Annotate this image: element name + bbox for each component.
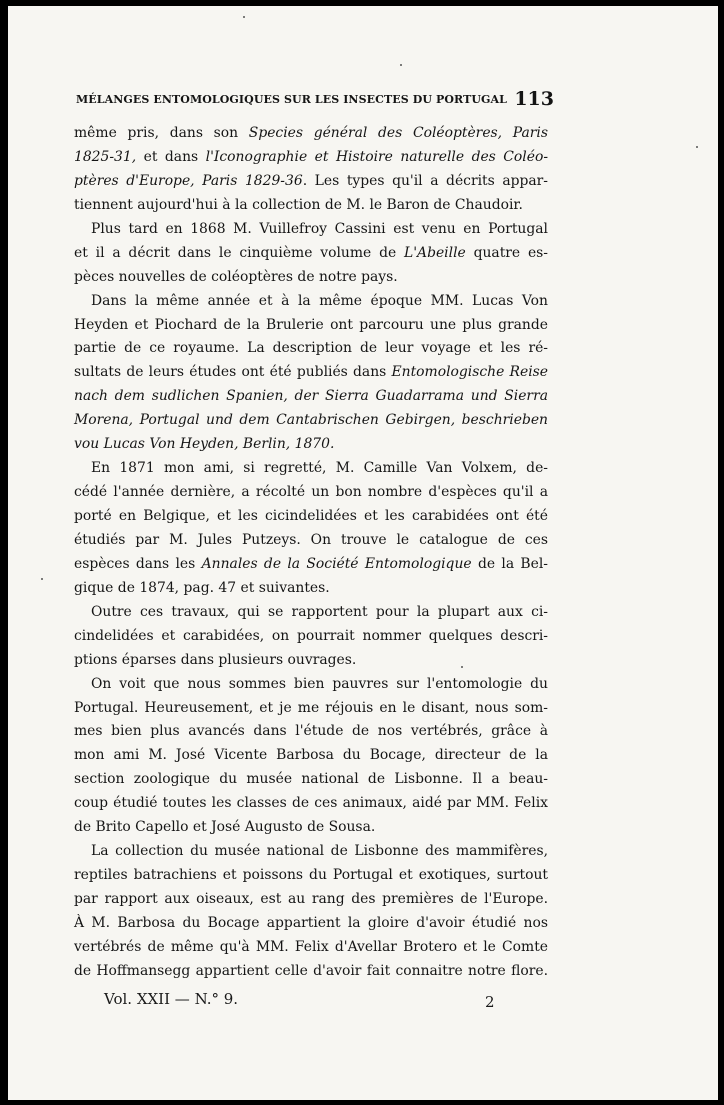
- text-line: de Hoffmansegg appartient celle d'avoir fait connaitre notre flore.: [74, 962, 548, 979]
- paper-speck: [400, 64, 402, 66]
- text-line: Outre ces travaux, qui se rapportent pour la plupart aux ci-: [91, 603, 548, 620]
- text-line: Morena, Portugal und dem Cantabrischen Gebirgen, beschrieben: [74, 412, 548, 429]
- text-line: étudiés par M. Jules Putzeys. On trouve le catalogue de ces: [74, 531, 548, 548]
- text-line: section zoologique du musée national de Lisbonne. Il a beau-: [74, 771, 548, 788]
- text-line: On voit que nous sommes bien pauvres sur l'entomologie du: [91, 675, 548, 692]
- text-line: Heyden et Piochard de la Brulerie ont parcouru une plus grande: [74, 316, 548, 333]
- text-line: mon ami M. José Vicente Barbosa du Bocage, directeur de la: [74, 747, 548, 764]
- text-line: vertébrés de même qu'à MM. Felix d'Avellar Brotero et le Comte: [74, 938, 548, 955]
- text-line: À M. Barbosa du Bocage appartient la gloire d'avoir étudié nos: [74, 914, 548, 931]
- text-line: même pris, dans son Species général des Coléoptères, Paris: [74, 125, 549, 141]
- text-line: gique de 1874, pag. 47 et suivantes.: [74, 579, 330, 596]
- text-line: cédé l'année dernière, a récolté un bon nombre d'espèces qu'il a: [74, 484, 548, 501]
- text-line: mes bien plus avancés dans l'étude de nos vertébrés, grâce à: [74, 723, 548, 740]
- signature-mark: 2: [485, 993, 495, 1011]
- text-line: et il a décrit dans le cinquième volume de L'Abeille quatre es-: [74, 244, 548, 261]
- text-line: nach dem sudlichen Spanien, der Sierra Guadarrama und Sierra: [74, 388, 548, 405]
- text-line: cindelidées et carabidées, on pourrait nommer quelques descri-: [74, 627, 548, 644]
- running-header: [76, 88, 554, 112]
- text-line: par rapport aux oiseaux, est au rang des premières de l'Europe.: [74, 891, 548, 907]
- text-line: ptions éparses dans plusieurs ouvrages.: [74, 651, 357, 668]
- body-text: [74, 122, 548, 984]
- text-line: 1825-31, et dans l'Iconographie et Histoire naturelle des Coléo-: [74, 148, 549, 165]
- text-line: vou Lucas Von Heyden, Berlin, 1870.: [74, 436, 335, 453]
- text-line: Plus tard en 1868 M. Vuillefroy Cassini est venu en Portugal: [91, 220, 548, 237]
- running-title: MÉLANGES ENTOMOLOGIQUES SUR LES INSECTES DU PORTUGAL: [76, 93, 508, 106]
- page-footer: [104, 990, 504, 1016]
- text-line: porté en Belgique, et les cicindelidées et les carabidées ont été: [74, 508, 548, 524]
- text-line: partie de ce royaume. La description de leur voyage et les ré-: [74, 340, 548, 357]
- paper-speck: [41, 578, 43, 580]
- text-line: coup étudié toutes les classes de ces animaux, aidé par MM. Felix: [74, 795, 548, 812]
- text-line: ptères d'Europe, Paris 1829-36. Les types qu'il a décrits appar-: [74, 172, 548, 189]
- text-line: Dans la même année et à la même époque MM. Lucas Von: [91, 292, 548, 309]
- text-line: espèces dans les Annales de la Société Entomologique de la Bel-: [74, 555, 548, 572]
- volume-line: Vol. XXII — N.° 9.: [104, 990, 239, 1008]
- paper-speck: [243, 16, 245, 18]
- text-line: La collection du musée national de Lisbonne des mammifères,: [91, 843, 548, 860]
- text-line: sultats de leurs études ont été publiés dans Entomologische Reise: [74, 364, 548, 381]
- text-line: tiennent aujourd'hui à la collection de M. le Baron de Chaudoir.: [74, 196, 523, 213]
- text-line: reptiles batrachiens et poissons du Portugal et exotiques, surtout: [74, 867, 548, 884]
- text-line: pèces nouvelles de coléoptères de notre pays.: [74, 268, 398, 285]
- text-line: de Brito Capello et José Augusto de Sousa.: [74, 819, 376, 836]
- text-line: Portugal. Heureusement, et je me réjouis en le disant, nous som-: [74, 699, 548, 716]
- page-number: 113: [514, 88, 554, 110]
- text-line: En 1871 mon ami, si regretté, M. Camille Van Volxem, de-: [91, 460, 548, 477]
- paper-speck: [696, 146, 698, 148]
